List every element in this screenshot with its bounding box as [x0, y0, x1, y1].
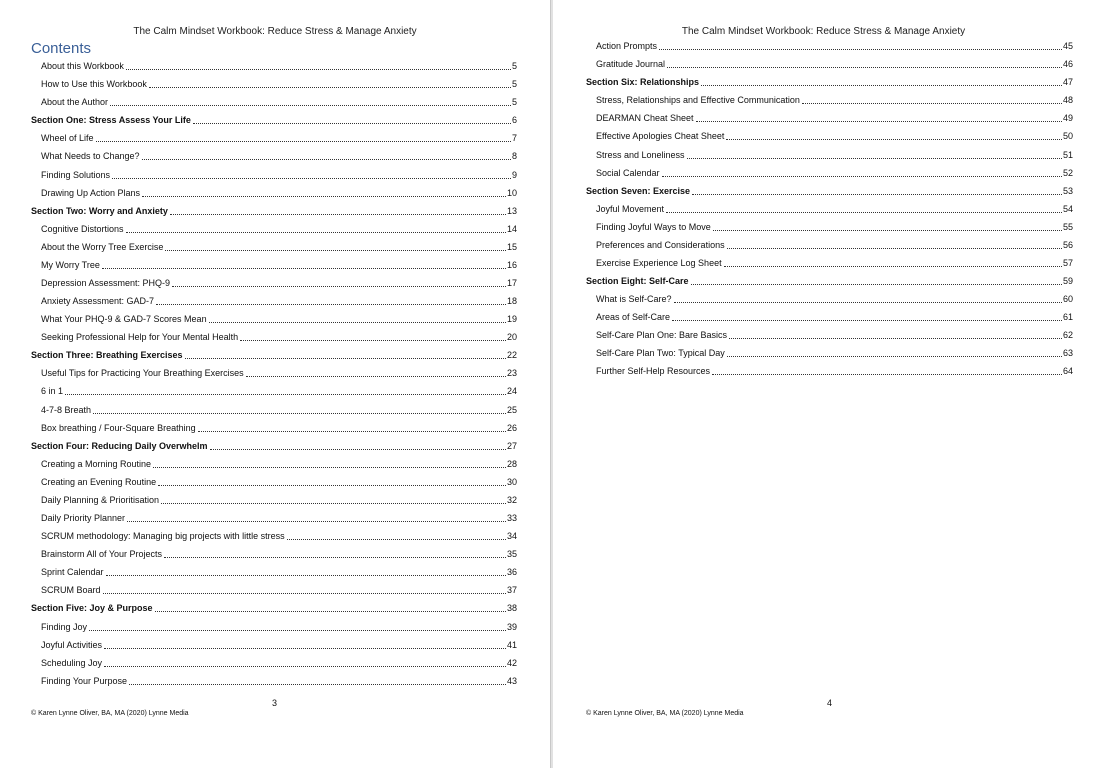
toc-entry-page: 48 [1062, 95, 1073, 106]
toc-entry-page: 6 [511, 115, 517, 126]
toc-entry-title: Scheduling Joy [41, 657, 103, 668]
toc-entry[interactable] [586, 307, 1073, 325]
toc-entry-title: About the Author [41, 97, 109, 108]
dot-leader [65, 394, 506, 395]
toc-entry-title: Action Prompts [596, 41, 658, 52]
toc-entry-page: 36 [506, 567, 517, 578]
toc-entry-title: Stress and Loneliness [596, 149, 685, 160]
toc-entry[interactable] [586, 361, 1073, 379]
dot-leader [106, 575, 506, 576]
toc-entry-page: 16 [506, 259, 517, 270]
toc-section-entry[interactable] [586, 181, 1073, 199]
dot-leader [240, 340, 506, 341]
dot-leader [198, 431, 506, 432]
toc-entry-title: Joyful Movement [596, 203, 665, 214]
toc-entry[interactable] [31, 92, 517, 110]
dot-leader [209, 322, 506, 323]
dot-leader [172, 286, 506, 287]
toc-entry-page: 49 [1062, 113, 1073, 124]
toc-entry-page: 22 [506, 350, 517, 361]
toc-entry[interactable] [586, 36, 1073, 54]
toc-entry-title: Cognitive Distortions [41, 223, 124, 234]
dot-leader [696, 121, 1062, 122]
toc-entry-title: About the Worry Tree Exercise [41, 241, 164, 252]
toc-entry[interactable] [31, 544, 517, 562]
dot-leader [96, 141, 511, 142]
dot-leader [126, 232, 506, 233]
toc-entry[interactable] [31, 526, 517, 544]
dot-leader [164, 557, 506, 558]
toc-entry-page: 5 [511, 79, 517, 90]
dot-leader [142, 196, 506, 197]
dot-leader [161, 503, 506, 504]
toc-entry-page: 37 [506, 585, 517, 596]
toc-entry-title: Anxiety Assessment: GAD-7 [41, 296, 155, 307]
toc-entry[interactable] [586, 235, 1073, 253]
dot-leader [691, 284, 1062, 285]
dot-leader [701, 85, 1062, 86]
page-right [553, 0, 1094, 768]
toc-entry-title: What Needs to Change? [41, 151, 140, 162]
toc-entry-page: 30 [506, 476, 517, 487]
toc-entry-page: 24 [506, 386, 517, 397]
toc-entry-title: DEARMAN Cheat Sheet [596, 113, 694, 124]
toc-entry-title: Drawing Up Action Plans [41, 187, 141, 198]
toc-entry[interactable] [31, 363, 517, 381]
toc-entry-page: 45 [1062, 41, 1073, 52]
running-header: The Calm Mindset Workbook: Reduce Stress & Manage Anxiety [681, 26, 966, 37]
toc-entry-title: Section Two: Worry and Anxiety [31, 205, 168, 216]
toc-entry-page: 51 [1062, 149, 1073, 160]
toc-entry-page: 43 [506, 675, 517, 686]
table-of-contents [31, 56, 517, 689]
dot-leader [193, 123, 511, 124]
toc-entry-title: 4-7-8 Breath [41, 404, 92, 415]
toc-entry-page: 54 [1062, 203, 1073, 214]
toc-entry-page: 62 [1062, 330, 1073, 341]
dot-leader [802, 103, 1062, 104]
toc-entry-title: 6 in 1 [41, 386, 64, 397]
toc-entry-page: 59 [1062, 276, 1073, 287]
toc-entry-title: Useful Tips for Practicing Your Breathing Exercises [41, 368, 244, 379]
toc-entry-title: About this Workbook [41, 61, 124, 72]
toc-entry-page: 19 [506, 314, 517, 325]
dot-leader [687, 158, 1062, 159]
toc-entry-page: 13 [506, 205, 517, 216]
toc-section-entry[interactable] [31, 110, 517, 128]
toc-entry-page: 41 [506, 639, 517, 650]
dot-leader [126, 69, 511, 70]
toc-entry-page: 60 [1062, 294, 1073, 305]
toc-entry[interactable] [31, 255, 517, 273]
toc-entry-title: Section One: Stress Assess Your Life [31, 115, 191, 126]
toc-entry-page: 15 [506, 241, 517, 252]
toc-entry[interactable] [31, 309, 517, 327]
toc-entry[interactable] [31, 327, 517, 345]
toc-entry-title: Daily Priority Planner [41, 513, 126, 524]
toc-entry-title: Areas of Self-Care [596, 312, 671, 323]
toc-entry-page: 28 [506, 458, 517, 469]
dot-leader [93, 413, 506, 414]
toc-entry[interactable] [586, 199, 1073, 217]
toc-entry[interactable] [31, 146, 517, 164]
toc-entry[interactable] [586, 217, 1073, 235]
toc-entry-title: Effective Apologies Cheat Sheet [596, 131, 725, 142]
toc-entry-title: Section Five: Joy & Purpose [31, 603, 153, 614]
dot-leader [142, 159, 511, 160]
toc-entry-page: 8 [511, 151, 517, 162]
toc-entry-title: Finding Joyful Ways to Move [596, 221, 711, 232]
toc-entry[interactable] [586, 126, 1073, 144]
dot-leader [104, 666, 506, 667]
copyright-footer: © Karen Lynne Oliver, BA, MA (2020) Lynne Media [586, 710, 744, 717]
dot-leader [659, 49, 1062, 50]
dot-leader [666, 212, 1062, 213]
dot-leader [185, 358, 506, 359]
toc-entry-page: 23 [506, 368, 517, 379]
toc-section-entry[interactable] [31, 345, 517, 363]
dot-leader [667, 67, 1062, 68]
dot-leader [726, 139, 1062, 140]
toc-entry-title: Section Three: Breathing Exercises [31, 350, 183, 361]
toc-entry-title: Section Seven: Exercise [586, 185, 691, 196]
toc-entry[interactable] [31, 671, 517, 689]
toc-entry-page: 9 [511, 169, 517, 180]
toc-entry-title: SCRUM Board [41, 585, 101, 596]
toc-entry-page: 42 [506, 657, 517, 668]
toc-entry[interactable] [586, 343, 1073, 361]
toc-entry-title: SCRUM methodology: Managing big projects with little stress [41, 531, 285, 542]
toc-entry-title: Depression Assessment: PHQ-9 [41, 278, 171, 289]
toc-entry-page: 25 [506, 404, 517, 415]
toc-entry[interactable] [586, 144, 1073, 162]
toc-entry-title: Sprint Calendar [41, 567, 104, 578]
dot-leader [158, 485, 506, 486]
toc-entry[interactable] [31, 164, 517, 182]
toc-entry-page: 27 [506, 440, 517, 451]
dot-leader [112, 178, 511, 179]
toc-entry-title: Social Calendar [596, 167, 660, 178]
dot-leader [674, 302, 1062, 303]
toc-entry-title: Section Six: Relationships [586, 77, 700, 88]
toc-entry-title: Wheel of Life [41, 133, 94, 144]
dot-leader [662, 176, 1062, 177]
toc-entry-page: 63 [1062, 348, 1073, 359]
table-of-contents [586, 36, 1073, 379]
toc-entry-page: 52 [1062, 167, 1073, 178]
dot-leader [104, 648, 506, 649]
toc-entry-page: 61 [1062, 312, 1073, 323]
toc-entry-page: 32 [506, 494, 517, 505]
toc-entry-title: Preferences and Considerations [596, 239, 725, 250]
dot-leader [149, 87, 511, 88]
toc-entry-page: 47 [1062, 77, 1073, 88]
toc-entry[interactable] [31, 381, 517, 399]
dot-leader [729, 338, 1062, 339]
toc-entry-title: Daily Planning & Prioritisation [41, 494, 160, 505]
toc-entry-page: 20 [506, 332, 517, 343]
toc-entry-page: 53 [1062, 185, 1073, 196]
toc-entry-title: Self-Care Plan One: Bare Basics [596, 330, 728, 341]
toc-entry-page: 56 [1062, 239, 1073, 250]
dot-leader [153, 467, 506, 468]
toc-entry[interactable] [586, 108, 1073, 126]
toc-entry-page: 34 [506, 531, 517, 542]
toc-entry-page: 57 [1062, 258, 1073, 269]
dot-leader [165, 250, 506, 251]
dot-leader [89, 630, 506, 631]
toc-entry-page: 10 [506, 187, 517, 198]
toc-entry-title: What Your PHQ-9 & GAD-7 Scores Mean [41, 314, 207, 325]
toc-entry[interactable] [31, 399, 517, 417]
page-number: 4 [827, 698, 833, 708]
contents-heading: Contents [31, 40, 92, 57]
dot-leader [712, 374, 1062, 375]
toc-entry-page: 50 [1062, 131, 1073, 142]
toc-entry-page: 39 [506, 621, 517, 632]
toc-entry-page: 46 [1062, 59, 1073, 70]
toc-entry-title: Joyful Activities [41, 639, 103, 650]
toc-entry[interactable] [586, 289, 1073, 307]
toc-section-entry[interactable] [586, 271, 1073, 289]
toc-entry-page: 17 [506, 278, 517, 289]
toc-entry[interactable] [31, 653, 517, 671]
dot-leader [246, 376, 506, 377]
toc-entry[interactable] [31, 237, 517, 255]
toc-entry[interactable] [586, 163, 1073, 181]
toc-entry-title: How to Use this Workbook [41, 79, 147, 90]
running-header: The Calm Mindset Workbook: Reduce Stress & Manage Anxiety [133, 26, 417, 37]
toc-section-entry[interactable] [31, 201, 517, 219]
toc-entry[interactable] [31, 418, 517, 436]
toc-entry[interactable] [31, 291, 517, 309]
toc-entry[interactable] [31, 562, 517, 580]
toc-entry[interactable] [31, 490, 517, 508]
toc-entry[interactable] [586, 90, 1073, 108]
toc-entry-title: What is Self-Care? [596, 294, 672, 305]
toc-entry-title: Section Eight: Self-Care [586, 276, 689, 287]
toc-entry-page: 5 [511, 97, 517, 108]
dot-leader [727, 248, 1062, 249]
dot-leader [727, 356, 1062, 357]
toc-entry[interactable] [31, 183, 517, 201]
toc-section-entry[interactable] [31, 436, 517, 454]
dot-leader [102, 268, 506, 269]
toc-entry-title: Creating a Morning Routine [41, 458, 152, 469]
dot-leader [287, 539, 506, 540]
toc-entry-title: Box breathing / Four-Square Breathing [41, 422, 196, 433]
toc-entry-title: Finding Your Purpose [41, 675, 128, 686]
toc-entry-page: 64 [1062, 366, 1073, 377]
dot-leader [127, 521, 506, 522]
dot-leader [713, 230, 1062, 231]
dot-leader [110, 105, 511, 106]
toc-entry[interactable] [586, 325, 1073, 343]
toc-entry-title: Brainstorm All of Your Projects [41, 549, 163, 560]
page-number: 3 [272, 698, 278, 708]
toc-entry[interactable] [31, 273, 517, 291]
toc-entry[interactable] [31, 616, 517, 634]
toc-entry-title: My Worry Tree [41, 259, 100, 270]
toc-entry[interactable] [31, 56, 517, 74]
toc-entry[interactable] [31, 472, 517, 490]
dot-leader [692, 194, 1062, 195]
dot-leader [103, 593, 506, 594]
toc-entry[interactable] [31, 128, 517, 146]
toc-entry-title: Finding Joy [41, 621, 88, 632]
toc-entry-page: 5 [511, 61, 517, 72]
toc-entry-title: Creating an Evening Routine [41, 476, 157, 487]
toc-entry-page: 38 [506, 603, 517, 614]
toc-entry[interactable] [31, 219, 517, 237]
toc-entry-page: 7 [511, 133, 517, 144]
toc-entry[interactable] [31, 508, 517, 526]
toc-entry-title: Self-Care Plan Two: Typical Day [596, 348, 725, 359]
toc-entry-title: Seeking Professional Help for Your Mental Health [41, 332, 239, 343]
toc-entry-page: 33 [506, 513, 517, 524]
toc-entry-title: Gratitude Journal [596, 59, 666, 70]
dot-leader [170, 214, 506, 215]
toc-entry[interactable] [31, 454, 517, 472]
toc-entry[interactable] [586, 253, 1073, 271]
copyright-footer: © Karen Lynne Oliver, BA, MA (2020) Lynne Media [31, 710, 189, 717]
toc-entry[interactable] [31, 74, 517, 92]
toc-entry-title: Finding Solutions [41, 169, 111, 180]
toc-entry-page: 55 [1062, 221, 1073, 232]
toc-entry-title: Stress, Relationships and Effective Communication [596, 95, 800, 106]
toc-entry-page: 18 [506, 296, 517, 307]
dot-leader [129, 684, 506, 685]
toc-entry-title: Exercise Experience Log Sheet [596, 258, 722, 269]
dot-leader [155, 611, 506, 612]
toc-entry[interactable] [586, 54, 1073, 72]
toc-section-entry[interactable] [31, 598, 517, 616]
toc-entry-title: Section Four: Reducing Daily Overwhelm [31, 440, 208, 451]
toc-entry[interactable] [31, 635, 517, 653]
toc-entry-page: 14 [506, 223, 517, 234]
dot-leader [156, 304, 506, 305]
toc-entry-title: Further Self-Help Resources [596, 366, 711, 377]
dot-leader [210, 449, 506, 450]
toc-entry-page: 26 [506, 422, 517, 433]
dot-leader [724, 266, 1062, 267]
dot-leader [672, 320, 1062, 321]
toc-entry[interactable] [31, 580, 517, 598]
toc-entry-page: 35 [506, 549, 517, 560]
toc-section-entry[interactable] [586, 72, 1073, 90]
